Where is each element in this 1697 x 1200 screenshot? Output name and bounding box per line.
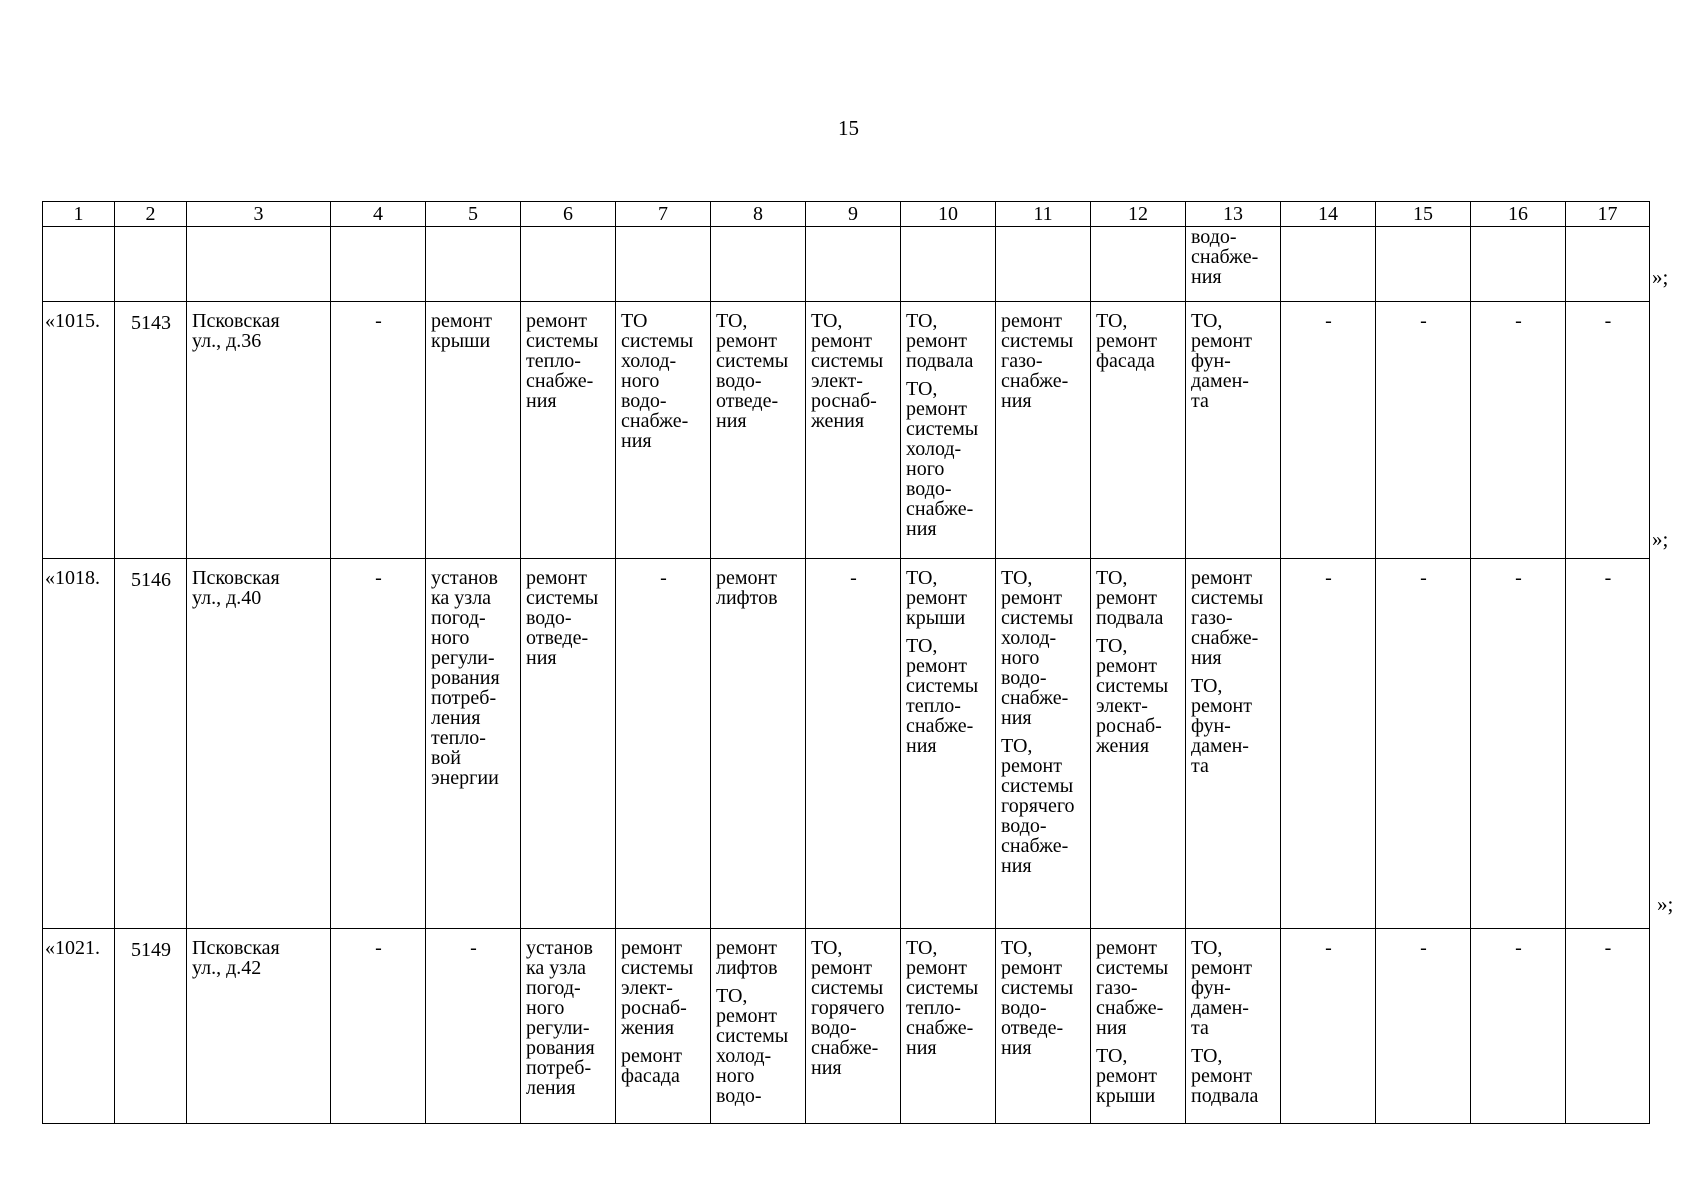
work-cell: - bbox=[1376, 559, 1471, 929]
work-cell: - bbox=[1281, 929, 1376, 1124]
work-cell: - bbox=[426, 929, 521, 1124]
column-number: 9 bbox=[806, 202, 901, 227]
address-cell: Псковская ул., д.36 bbox=[187, 302, 331, 559]
work-cell: - bbox=[1471, 302, 1566, 559]
cell-paragraph: ремонт крыши bbox=[431, 310, 492, 352]
work-cell bbox=[901, 302, 996, 559]
column-number: 4 bbox=[331, 202, 426, 227]
table-cell bbox=[996, 227, 1091, 302]
continuation-row bbox=[43, 227, 1650, 302]
table-cell bbox=[331, 227, 426, 302]
cell-paragraph: ТО, ремонт фун- дамен- та bbox=[1191, 937, 1252, 1039]
cell-paragraph: ТО, ремонт системы горячего водо- снабже- ния bbox=[1001, 735, 1075, 877]
column-number: 3 bbox=[187, 202, 331, 227]
address-cell: Псковская ул., д.42 bbox=[187, 929, 331, 1124]
cell-paragraph: ТО, ремонт системы холод- ного водо- снабже- ния bbox=[906, 378, 979, 540]
cell-paragraph: ремонт фасада bbox=[621, 1045, 682, 1087]
table-row bbox=[43, 929, 1650, 1124]
work-cell bbox=[1186, 929, 1281, 1124]
work-cell: - bbox=[331, 302, 426, 559]
table-cell bbox=[521, 227, 616, 302]
address-cell: Псковская ул., д.40 bbox=[187, 559, 331, 929]
table-cell: водо- снабже- ния bbox=[1186, 227, 1281, 302]
table-cell bbox=[1376, 227, 1471, 302]
row-number-cell: «1015. bbox=[43, 302, 115, 559]
work-cell bbox=[616, 302, 711, 559]
cell-paragraph: ремонт лифтов bbox=[716, 937, 778, 979]
cell-paragraph: ТО, ремонт системы водо- отведе- ния bbox=[1001, 937, 1074, 1059]
table-row bbox=[43, 302, 1650, 559]
column-number: 16 bbox=[1471, 202, 1566, 227]
work-cell: - bbox=[616, 559, 711, 929]
column-number: 6 bbox=[521, 202, 616, 227]
table-cell bbox=[187, 227, 331, 302]
work-cell: - bbox=[1566, 929, 1650, 1124]
column-number: 7 bbox=[616, 202, 711, 227]
work-cell: - bbox=[1471, 559, 1566, 929]
table-cell bbox=[1281, 227, 1376, 302]
cell-paragraph: ТО, ремонт подвала bbox=[1191, 1045, 1259, 1107]
cell-paragraph: ремонт лифтов bbox=[716, 567, 778, 609]
cell-paragraph: ремонт системы тепло- снабже- ния bbox=[526, 310, 599, 412]
table-cell bbox=[426, 227, 521, 302]
table-cell bbox=[901, 227, 996, 302]
row-number-cell: «1021. bbox=[43, 929, 115, 1124]
column-number: 15 bbox=[1376, 202, 1471, 227]
cell-paragraph: ТО, ремонт крыши bbox=[906, 567, 967, 629]
cell-paragraph: ТО, ремонт системы холод- ного водо- bbox=[716, 985, 789, 1107]
row-number-cell: «1018. bbox=[43, 559, 115, 929]
work-cell bbox=[1091, 559, 1186, 929]
work-cell bbox=[711, 929, 806, 1124]
work-cell bbox=[1186, 302, 1281, 559]
column-number: 14 bbox=[1281, 202, 1376, 227]
column-number: 8 bbox=[711, 202, 806, 227]
work-cell: - bbox=[1376, 929, 1471, 1124]
cell-paragraph: ТО, ремонт фасада bbox=[1096, 310, 1157, 372]
column-number: 13 bbox=[1186, 202, 1281, 227]
cell-paragraph: ТО, ремонт системы элект- роснаб- жения bbox=[811, 310, 884, 432]
row-close-quote: »; bbox=[1657, 892, 1674, 916]
work-cell bbox=[996, 559, 1091, 929]
table-body bbox=[43, 202, 1650, 1124]
table-row bbox=[43, 559, 1650, 929]
building-code-cell: 5146 bbox=[115, 559, 187, 929]
cell-paragraph: ремонт системы газо- снабже- ния bbox=[1191, 567, 1264, 669]
work-cell bbox=[521, 302, 616, 559]
column-number: 12 bbox=[1091, 202, 1186, 227]
work-cell bbox=[426, 559, 521, 929]
work-cell bbox=[996, 929, 1091, 1124]
table-cell bbox=[43, 227, 115, 302]
page-number: 15 bbox=[838, 116, 859, 140]
table-cell bbox=[616, 227, 711, 302]
cell-paragraph: установ ка узла погод- ного регули- рования потреб- ления тепло- вой энергии bbox=[431, 567, 500, 789]
work-cell bbox=[1186, 559, 1281, 929]
work-cell bbox=[711, 302, 806, 559]
cell-paragraph: установ ка узла погод- ного регули- рования потреб- ления bbox=[526, 937, 595, 1099]
column-number: 2 bbox=[115, 202, 187, 227]
work-cell bbox=[806, 929, 901, 1124]
table-cell bbox=[711, 227, 806, 302]
work-cell bbox=[711, 559, 806, 929]
cell-paragraph: ТО, ремонт системы тепло- снабже- ния bbox=[906, 635, 979, 757]
work-cell: - bbox=[1281, 302, 1376, 559]
work-cell: - bbox=[1566, 302, 1650, 559]
table-cell bbox=[1471, 227, 1566, 302]
table-cell bbox=[1566, 227, 1650, 302]
work-cell bbox=[616, 929, 711, 1124]
table-cell bbox=[1091, 227, 1186, 302]
cell-paragraph: ТО, ремонт системы тепло- снабже- ния bbox=[906, 937, 979, 1059]
cell-paragraph: ТО, ремонт системы водо- отведе- ния bbox=[716, 310, 789, 432]
work-cell: - bbox=[1281, 559, 1376, 929]
work-cell: - bbox=[1471, 929, 1566, 1124]
building-code-cell: 5143 bbox=[115, 302, 187, 559]
work-cell: - bbox=[1566, 559, 1650, 929]
cell-paragraph: ремонт системы водо- отведе- ния bbox=[526, 567, 599, 669]
cell-paragraph: ТО системы холод- ного водо- снабже- ния bbox=[621, 310, 694, 452]
cell-paragraph: ремонт системы элект- роснаб- жения bbox=[621, 937, 694, 1039]
row-close-quote: »; bbox=[1652, 527, 1669, 551]
work-cell: - bbox=[1376, 302, 1471, 559]
column-number: 10 bbox=[901, 202, 996, 227]
column-number: 5 bbox=[426, 202, 521, 227]
work-cell bbox=[1091, 302, 1186, 559]
table-cell bbox=[806, 227, 901, 302]
table-cell bbox=[115, 227, 187, 302]
work-cell bbox=[901, 929, 996, 1124]
cell-paragraph: ремонт системы газо- снабже- ния bbox=[1001, 310, 1074, 412]
building-code-cell: 5149 bbox=[115, 929, 187, 1124]
work-cell: - bbox=[331, 929, 426, 1124]
work-cell: - bbox=[331, 559, 426, 929]
cell-paragraph: ТО, ремонт системы элект- роснаб- жения bbox=[1096, 635, 1169, 757]
work-cell bbox=[901, 559, 996, 929]
work-cell bbox=[806, 302, 901, 559]
work-cell bbox=[521, 929, 616, 1124]
header-row bbox=[43, 202, 1650, 227]
work-schedule-table bbox=[42, 201, 1650, 1124]
row-close-quote: »; bbox=[1652, 265, 1669, 289]
cell-paragraph: ремонт системы газо- снабже- ния bbox=[1096, 937, 1169, 1039]
cell-paragraph: ТО, ремонт подвала bbox=[1096, 567, 1164, 629]
work-cell bbox=[521, 559, 616, 929]
cell-paragraph: ТО, ремонт подвала bbox=[906, 310, 974, 372]
cell-paragraph: ТО, ремонт фун- дамен- та bbox=[1191, 675, 1252, 777]
work-cell bbox=[996, 302, 1091, 559]
work-cell: - bbox=[806, 559, 901, 929]
column-number: 1 bbox=[43, 202, 115, 227]
column-number: 11 bbox=[996, 202, 1091, 227]
work-cell bbox=[426, 302, 521, 559]
cell-paragraph: ТО, ремонт крыши bbox=[1096, 1045, 1157, 1107]
cell-paragraph: ТО, ремонт системы холод- ного водо- снабже- ния bbox=[1001, 567, 1074, 729]
cell-paragraph: ТО, ремонт фун- дамен- та bbox=[1191, 310, 1252, 412]
work-cell bbox=[1091, 929, 1186, 1124]
cell-paragraph: ТО, ремонт системы горячего водо- снабже- ния bbox=[811, 937, 885, 1079]
column-number: 17 bbox=[1566, 202, 1650, 227]
